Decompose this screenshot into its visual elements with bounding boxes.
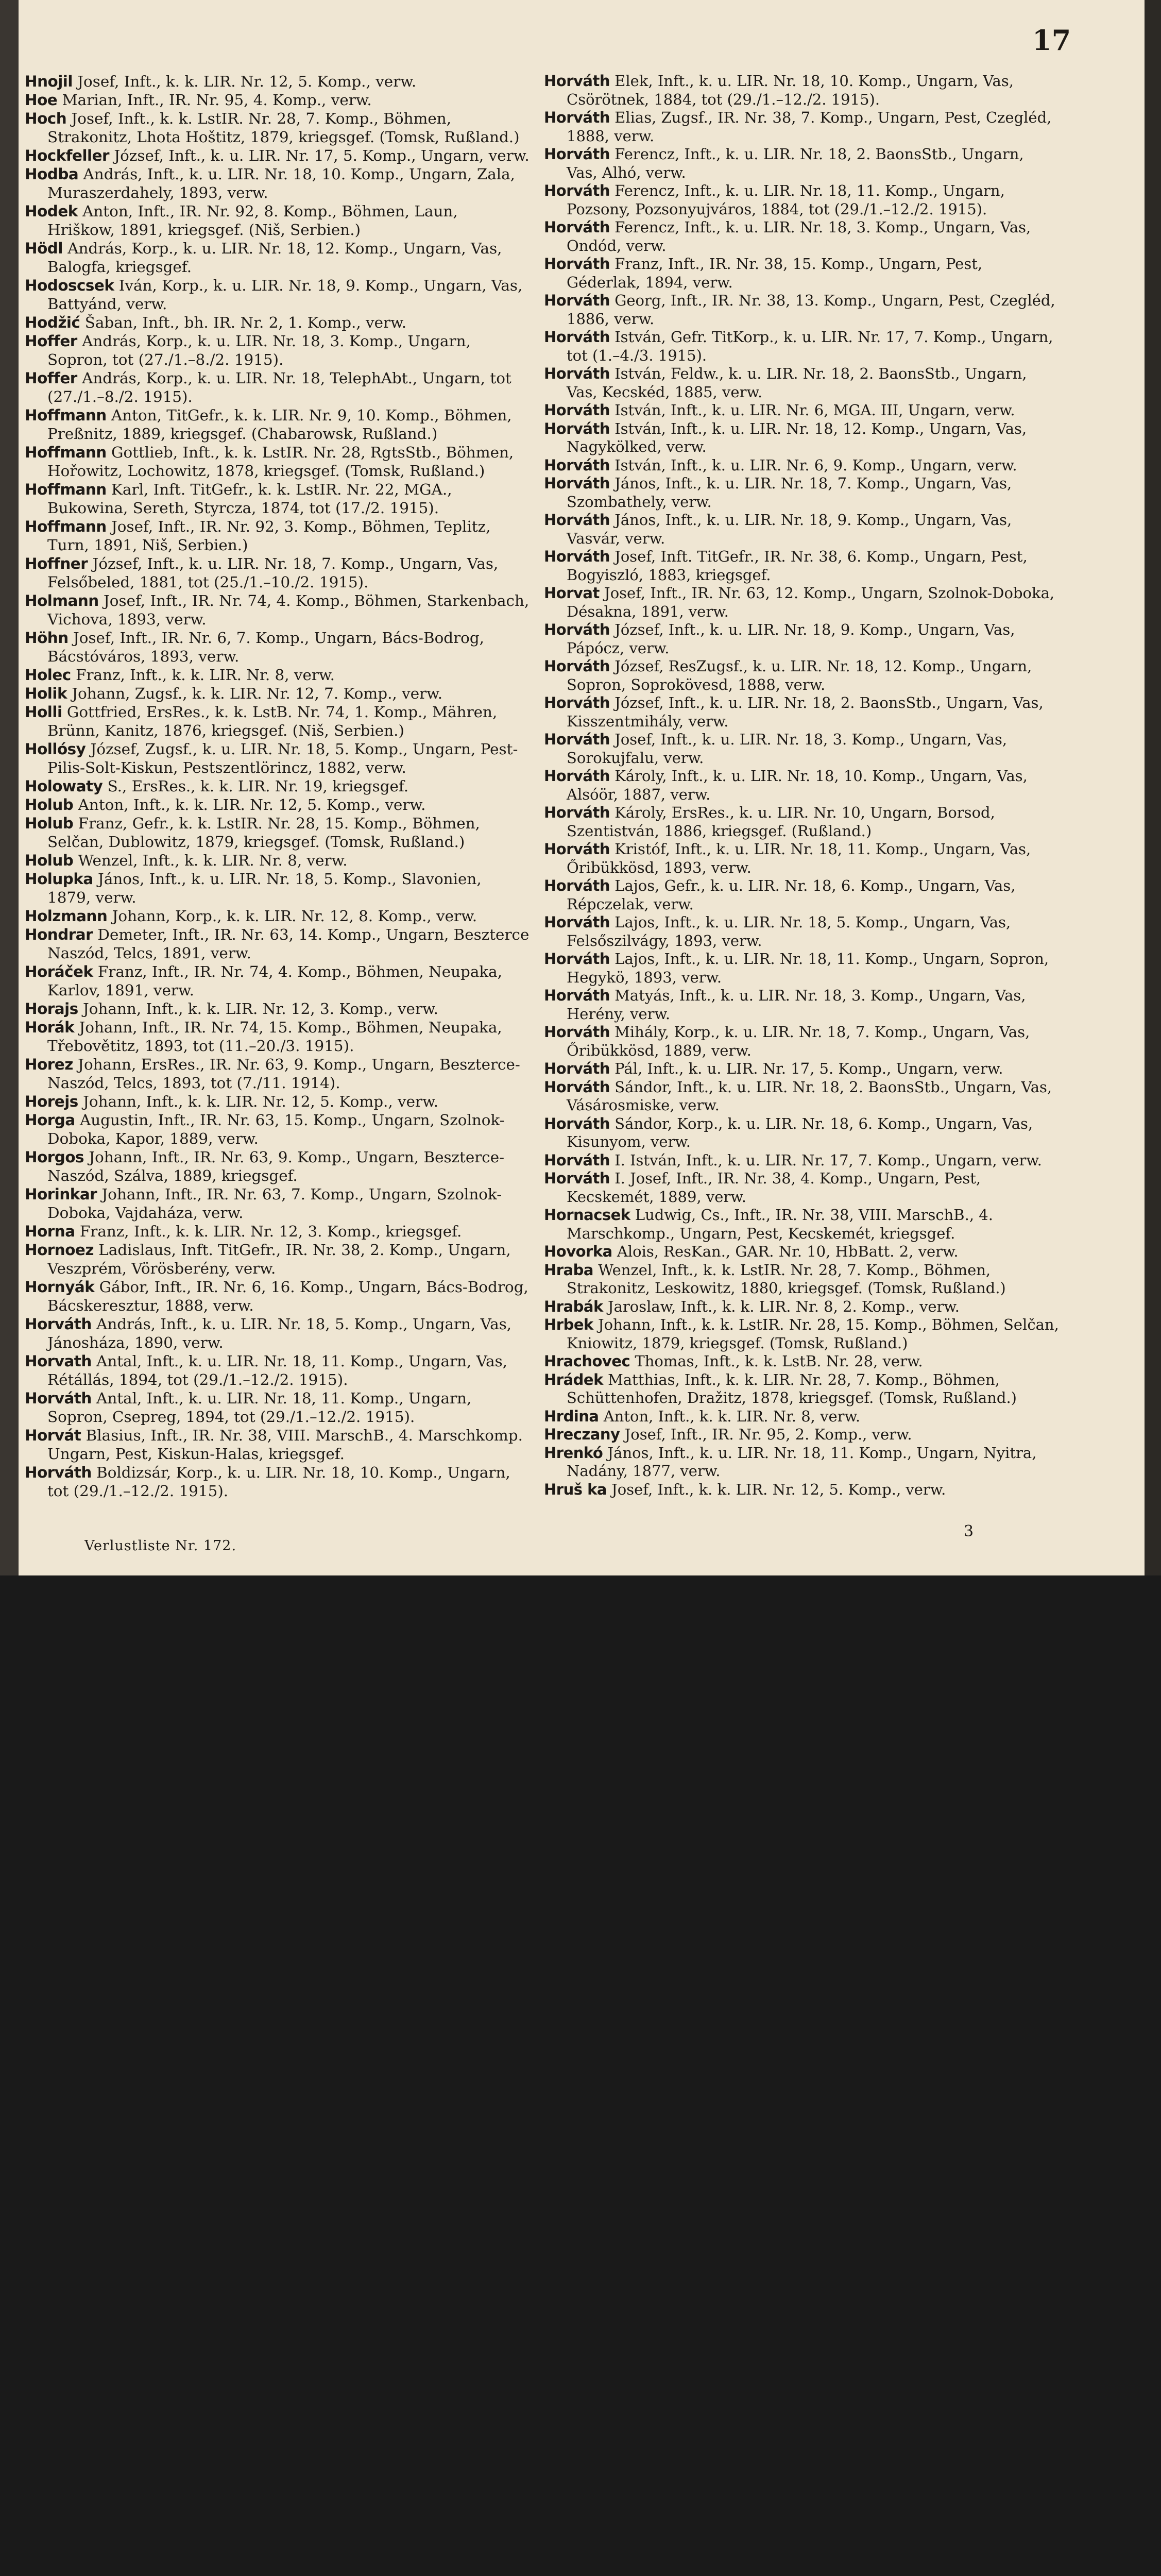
entry-surname: Holupka	[25, 870, 93, 888]
list-entry	[544, 1444, 1059, 1481]
entry-details: András, Inft., k. u. LIR. Nr. 18, 10. Komp., Ungarn, Zala, Muraszerdahely, 1893, verw.	[47, 165, 516, 201]
list-entry	[544, 511, 1059, 548]
entry-details: Anton, Inft., IR. Nr. 92, 8. Komp., Böhmen, Laun, Hriškow, 1891, kriegsgef. (Niš, Serbien.)	[47, 202, 458, 239]
list-entry	[25, 91, 530, 109]
entry-surname: Horváth	[544, 145, 610, 163]
list-entry	[544, 1060, 1059, 1078]
list-entry	[544, 1261, 1059, 1298]
list-entry	[544, 1408, 1059, 1426]
entry-details: Elek, Inft., k. u. LIR. Nr. 18, 10. Komp., Ungarn, Vas, Csörötnek, 1884, tot (29./1.–12./2. 1915).	[567, 72, 1014, 108]
entry-details: Johann, ErsRes., IR. Nr. 63, 9. Komp., Ungarn, Beszterce-Naszód, Telcs, 1893, tot (7./11. 1914).	[47, 1056, 520, 1092]
list-entry	[544, 548, 1059, 584]
list-entry	[544, 182, 1059, 218]
entry-details: István, Inft., k. u. LIR. Nr. 6, 9. Komp., Ungarn, verw.	[609, 456, 1017, 474]
entry-details: Lajos, Inft., k. u. LIR. Nr. 18, 5. Komp., Ungarn, Vas, Felsőszilvágy, 1893, verw.	[567, 913, 1011, 950]
entry-details: Johann, Inft., k. k. LIR. Nr. 12, 5. Komp., verw.	[78, 1093, 439, 1110]
list-entry	[544, 1316, 1059, 1352]
list-entry	[25, 629, 530, 666]
sheet-mark: 3	[964, 1522, 974, 1540]
entry-details: Augustin, Inft., IR. Nr. 63, 15. Komp., Ungarn, Szolnok-Doboka, Kapor, 1889, verw.	[47, 1111, 505, 1147]
list-entry	[25, 1352, 530, 1389]
list-entry	[544, 420, 1059, 456]
list-entry	[25, 777, 530, 795]
entry-details: Matyás, Inft., k. u. LIR. Nr. 18, 3. Komp., Ungarn, Vas, Herény, verw.	[567, 987, 1026, 1023]
list-entry	[544, 584, 1059, 621]
list-entry	[544, 767, 1059, 804]
entry-surname: Horváth	[544, 1170, 610, 1187]
entry-surname: Horváth	[25, 1464, 92, 1481]
list-entry	[25, 406, 530, 443]
entry-details: Karl, Inft. TitGefr., k. k. LstIR. Nr. 22, MGA., Bukowina, Sereth, Styrcza, 1874, tot (17./2. 1915).	[47, 481, 452, 517]
entry-details: Antal, Inft., k. u. LIR. Nr. 18, 11. Komp., Ungarn, Vas, Rétállás, 1894, tot (29./1.–12./2. 1915).	[47, 1352, 508, 1388]
list-entry	[544, 292, 1059, 328]
list-entry	[544, 365, 1059, 401]
entry-surname: Horváth	[544, 1114, 610, 1132]
entry-surname: Horváth	[544, 621, 610, 638]
list-entry	[25, 703, 530, 740]
list-entry	[25, 1018, 530, 1055]
list-entry	[25, 1426, 530, 1463]
list-entry	[544, 1371, 1059, 1408]
list-entry	[544, 474, 1059, 511]
list-entry	[25, 1092, 530, 1111]
entry-surname: Hrdina	[544, 1407, 599, 1425]
entry-details: Johann, Inft., IR. Nr. 63, 7. Komp., Ungarn, Szolnok-Doboka, Vajdaháza, verw.	[47, 1185, 502, 1222]
list-entry	[544, 72, 1059, 109]
entry-surname: Horvát	[25, 1427, 81, 1444]
entry-details: Anton, TitGefr., k. k. LIR. Nr. 9, 10. Komp., Böhmen, Preßnitz, 1889, kriegsgef. (Chabarowsk, Rußland.)	[47, 406, 512, 443]
list-entry	[544, 840, 1059, 877]
list-entry	[544, 913, 1059, 950]
entry-details: Ferencz, Inft., k. u. LIR. Nr. 18, 3. Komp., Ungarn, Vas, Ondód, verw.	[567, 218, 1031, 255]
list-entry	[544, 218, 1059, 255]
entry-details: Thomas, Inft., k. k. LstB. Nr. 28, verw.	[630, 1352, 923, 1370]
entry-surname: Hoffmann	[25, 406, 107, 424]
entry-details: Lajos, Gefr., k. u. LIR. Nr. 18, 6. Komp., Ungarn, Vas, Répczelak, verw.	[567, 877, 1016, 913]
entry-details: Franz, Gefr., k. k. LstIR. Nr. 28, 15. Komp., Böhmen, Selčan, Dublowitz, 1879, kriegsgef. (Tomsk, Rußland.)	[47, 815, 480, 851]
entry-surname: Holik	[25, 685, 67, 702]
entry-surname: Horváth	[544, 694, 610, 711]
list-entry	[544, 1151, 1059, 1170]
entry-surname: Hrabák	[544, 1297, 603, 1315]
entry-details: Josef, Inft., IR. Nr. 63, 12. Komp., Ungarn, Szolnok-Doboka, Désakna, 1891, verw.	[567, 584, 1055, 620]
entry-surname: Höhn	[25, 629, 69, 647]
list-entry	[544, 731, 1059, 767]
entry-surname: Hoe	[25, 91, 58, 109]
entry-surname: Horváth	[544, 456, 610, 474]
entry-surname: Holub	[25, 852, 74, 869]
entry-surname: Horváth	[544, 218, 610, 236]
entry-surname: Hondrar	[25, 926, 93, 943]
entry-surname: Hornoez	[25, 1241, 94, 1259]
left-column	[25, 72, 530, 1500]
list-entry	[544, 1298, 1059, 1316]
list-entry	[544, 328, 1059, 365]
entry-details: András, Inft., k. u. LIR. Nr. 18, 5. Komp., Ungarn, Vas, Jánosháza, 1890, verw.	[47, 1315, 512, 1351]
entry-details: Johann, Zugsf., k. k. LIR. Nr. 12, 7. Komp., verw.	[66, 685, 443, 702]
entry-details: Josef, Inft., k. u. LIR. Nr. 18, 3. Komp., Ungarn, Vas, Sorokujfalu, verw.	[567, 731, 1008, 767]
entry-surname: Hodek	[25, 202, 78, 220]
entry-details: József, ResZugsf., k. u. LIR. Nr. 18, 12. Komp., Ungarn, Sopron, Soprokövesd, 1888, verw.	[567, 657, 1032, 693]
list-entry	[25, 1315, 530, 1352]
list-entry	[25, 795, 530, 814]
list-entry	[25, 1185, 530, 1222]
entry-surname: Horváth	[544, 255, 610, 273]
entry-details: Ferencz, Inft., k. u. LIR. Nr. 18, 11. Komp., Ungarn, Pozsony, Pozsonyujváros, 1884, tot (29./1.–12./2. 1915).	[567, 182, 1005, 218]
entry-details: Marian, Inft., IR. Nr. 95, 4. Komp., verw.	[57, 91, 372, 109]
entry-details: István, Gefr. TitKorp., k. u. LIR. Nr. 17, 7. Komp., Ungarn, tot (1.–4./3. 1915).	[567, 328, 1053, 364]
entry-details: S., ErsRes., k. k. LIR. Nr. 19, kriegsgef.	[103, 777, 409, 795]
page-spine-shadow	[0, 0, 19, 1575]
entry-surname: Hraba	[544, 1261, 593, 1279]
entry-surname: Horváth	[544, 109, 610, 126]
entry-surname: Hodoscsek	[25, 277, 114, 294]
entry-details: Josef, Inft., IR. Nr. 6, 7. Komp., Ungarn, Bács-Bodrog, Bácstóváros, 1893, verw.	[47, 629, 484, 665]
entry-surname: Horváth	[544, 401, 610, 419]
entry-surname: Horváth	[544, 419, 610, 437]
list-entry	[25, 369, 530, 406]
list-entry	[25, 72, 530, 91]
list-entry	[544, 255, 1059, 292]
list-entry	[544, 1426, 1059, 1444]
entry-surname: Hnojil	[25, 73, 73, 90]
entry-surname: Horgos	[25, 1148, 84, 1166]
entry-details: József, Zugsf., k. u. LIR. Nr. 18, 5. Komp., Ungarn, Pest-Pilis-Solt-Kiskun, Pestszentlörincz, 1882, verw.	[47, 740, 518, 776]
list-entry	[25, 276, 530, 313]
entry-surname: Holec	[25, 666, 71, 684]
list-entry	[25, 1463, 530, 1500]
list-entry	[25, 313, 530, 332]
entry-surname: Hrbek	[544, 1316, 593, 1333]
entry-surname: Hodba	[25, 165, 79, 183]
list-entry	[544, 145, 1059, 182]
entry-surname: Hrachovec	[544, 1352, 630, 1370]
list-entry	[544, 1481, 1059, 1499]
list-entry	[544, 1115, 1059, 1151]
entry-surname: Horvat	[544, 584, 600, 602]
entry-details: Johann, Inft., k. k. LIR. Nr. 12, 3. Komp., verw.	[78, 1000, 439, 1018]
entry-surname: Hodžić	[25, 314, 80, 331]
entry-surname: Horváth	[25, 1389, 92, 1407]
entry-surname: Horváth	[544, 511, 610, 529]
right-column	[544, 72, 1059, 1499]
entry-details: János, Inft., k. u. LIR. Nr. 18, 7. Komp., Ungarn, Vas, Szombathely, verw.	[567, 474, 1012, 511]
list-entry	[544, 621, 1059, 657]
entry-details: Antal, Inft., k. u. LIR. Nr. 18, 11. Komp., Ungarn, Sopron, Csepreg, 1894, tot (29./1.–12./2. 1915).	[47, 1389, 472, 1426]
list-entry	[25, 962, 530, 999]
entry-surname: Horák	[25, 1019, 75, 1036]
entry-surname: Hollósy	[25, 740, 86, 758]
entry-details: István, Inft., k. u. LIR. Nr. 6, MGA. III, Ungarn, verw.	[609, 401, 1015, 419]
entry-details: Gottfried, ErsRes., k. k. LstB. Nr. 74, 1. Komp., Mähren, Brünn, Kanitz, 1876, kriegsgef. (Niš, Serbien.)	[47, 703, 498, 739]
entry-details: I. István, Inft., k. u. LIR. Nr. 17, 7. Komp., Ungarn, verw.	[609, 1151, 1042, 1169]
list-entry	[25, 870, 530, 907]
entry-details: Sándor, Inft., k. u. LIR. Nr. 18, 2. BaonsStb., Ungarn, Vas, Vásárosmiske, verw.	[567, 1078, 1052, 1114]
list-entry	[25, 907, 530, 925]
entry-details: Josef, Inft. TitGefr., IR. Nr. 38, 6. Komp., Ungarn, Pest, Bogyiszló, 1883, kriegsgef.	[567, 548, 1028, 584]
list-entry	[25, 554, 530, 591]
entry-surname: Horváth	[544, 840, 610, 858]
list-entry	[544, 1170, 1059, 1206]
entry-surname: Holmann	[25, 592, 99, 609]
entry-surname: Hoffmann	[25, 444, 107, 461]
entry-details: József, Inft., k. u. LIR. Nr. 18, 7. Komp., Ungarn, Vas, Felsőbeled, 1881, tot (25./1.–10./2. 1915).	[47, 555, 499, 591]
list-entry	[544, 804, 1059, 840]
list-entry	[25, 851, 530, 870]
entry-details: Alois, ResKan., GAR. Nr. 10, HbBatt. 2, verw.	[612, 1243, 959, 1260]
list-entry	[544, 401, 1059, 420]
list-entry	[25, 202, 530, 239]
entry-surname: Horváth	[544, 731, 610, 748]
list-entry	[25, 591, 530, 629]
entry-details: Boldizsár, Korp., k. u. LIR. Nr. 18, 10. Komp., Ungarn, tot (29./1.–12./2. 1915).	[47, 1464, 510, 1500]
list-entry	[544, 657, 1059, 694]
viewer-footer	[0, 1575, 1161, 1701]
list-entry	[544, 1078, 1059, 1115]
entry-details: Josef, Inft., IR. Nr. 92, 3. Komp., Böhmen, Teplitz, Turn, 1891, Niš, Serbien.)	[47, 518, 491, 554]
entry-surname: Horváth	[544, 913, 610, 931]
entry-details: Josef, Inft., IR. Nr. 74, 4. Komp., Böhmen, Starkenbach, Vichova, 1893, verw.	[47, 592, 530, 628]
entry-surname: Horváth	[544, 1078, 610, 1096]
list-entry	[25, 1111, 530, 1148]
entry-surname: Hockfeller	[25, 147, 110, 164]
list-entry	[544, 1206, 1059, 1243]
entry-details: János, Inft., k. u. LIR. Nr. 18, 11. Komp., Ungarn, Nyitra, Nadány, 1877, verw.	[567, 1444, 1037, 1480]
entry-surname: Horváth	[544, 292, 610, 309]
entry-surname: Holub	[25, 796, 74, 814]
list-entry	[25, 165, 530, 202]
entry-surname: Horváth	[544, 1151, 610, 1169]
list-entry	[544, 987, 1059, 1023]
entry-details: Johann, Inft., IR. Nr. 74, 15. Komp., Böhmen, Neupaka, Třebovětitz, 1893, tot (11.–20./3. 1915).	[47, 1019, 502, 1055]
page-edge-shadow	[1145, 0, 1161, 1575]
entry-details: Johann, Korp., k. k. LIR. Nr. 12, 8. Komp., verw.	[107, 907, 477, 925]
list-entry	[25, 332, 530, 369]
entry-surname: Hovorka	[544, 1243, 612, 1260]
entry-details: Mihály, Korp., k. u. LIR. Nr. 18, 7. Komp., Ungarn, Vas, Őribükkösd, 1889, verw.	[567, 1023, 1030, 1059]
entry-surname: Horváth	[544, 877, 610, 894]
entry-details: József, Inft., k. u. LIR. Nr. 17, 5. Komp., Ungarn, verw.	[109, 147, 530, 164]
list-entry	[25, 925, 530, 962]
entry-details: I. Josef, Inft., IR. Nr. 38, 4. Komp., Ungarn, Pest, Kecskemét, 1889, verw.	[567, 1170, 981, 1206]
entry-details: Elias, Zugsf., IR. Nr. 38, 7. Komp., Ungarn, Pest, Czegléd, 1888, verw.	[567, 109, 1052, 145]
entry-surname: Horváth	[544, 767, 610, 785]
entry-details: Ladislaus, Inft. TitGefr., IR. Nr. 38, 2. Komp., Ungarn, Veszprém, Vörösberény, verw.	[47, 1241, 511, 1277]
entry-surname: Horváth	[544, 987, 610, 1004]
entry-surname: Horvath	[25, 1352, 92, 1370]
entry-details: Franz, Inft., IR. Nr. 74, 4. Komp., Böhmen, Neupaka, Karlov, 1891, verw.	[47, 963, 503, 999]
entry-details: József, Inft., k. u. LIR. Nr. 18, 9. Komp., Ungarn, Vas, Pápócz, verw.	[567, 621, 1015, 657]
entry-surname: Hoffer	[25, 369, 77, 387]
entry-surname: Hornyák	[25, 1278, 95, 1296]
entry-surname: Horváth	[544, 365, 610, 382]
entry-surname: Hoffmann	[25, 518, 107, 535]
entry-details: Franz, Inft., k. k. LIR. Nr. 12, 3. Komp., kriegsgef.	[75, 1223, 462, 1240]
list-number-label: Verlustliste Nr. 172.	[84, 1538, 237, 1554]
entry-surname: Horváth	[544, 182, 610, 199]
list-entry	[25, 1148, 530, 1185]
entry-surname: Hödl	[25, 240, 63, 257]
entry-details: Ludwig, Cs., Inft., IR. Nr. 38, VIII. MarschB., 4. Marschkomp., Ungarn, Pest, Kecskemét, kriegsgef.	[567, 1206, 993, 1242]
entry-surname: Hoch	[25, 110, 67, 127]
list-entry	[544, 877, 1059, 913]
entry-surname: Horváth	[544, 548, 610, 565]
entry-details: András, Korp., k. u. LIR. Nr. 18, TelephAbt., Ungarn, tot (27./1.–8./2. 1915).	[47, 369, 511, 405]
list-entry	[25, 146, 530, 165]
entry-details: István, Feldw., k. u. LIR. Nr. 18, 2. BaonsStb., Ungarn, Vas, Kecskéd, 1885, verw.	[567, 365, 1027, 401]
entry-details: Anton, Inft., k. k. LIR. Nr. 12, 5. Komp., verw.	[73, 796, 426, 814]
entry-details: Demeter, Inft., IR. Nr. 63, 14. Komp., Ungarn, Beszterce Naszód, Telcs, 1891, verw.	[47, 926, 530, 962]
entry-details: Josef, Inft., k. k. LstIR. Nr. 28, 7. Komp., Böhmen, Strakonitz, Lhota Hoštitz, 1879, kriegsgef. (Tomsk, Rußland.)	[47, 110, 520, 146]
list-entry	[25, 1389, 530, 1426]
entry-details: Franz, Inft., IR. Nr. 38, 15. Komp., Ungarn, Pest, Géderlak, 1894, verw.	[567, 255, 983, 291]
entry-details: Lajos, Inft., k. u. LIR. Nr. 18, 11. Komp., Ungarn, Sopron, Hegykö, 1893, verw.	[567, 950, 1049, 986]
list-entry	[544, 456, 1059, 475]
entry-surname: Holub	[25, 815, 74, 832]
entry-details: János, Inft., k. u. LIR. Nr. 18, 5. Komp., Slavonien, 1879, verw.	[47, 870, 482, 906]
entry-details: Johann, Inft., k. k. LstIR. Nr. 28, 15. Komp., Böhmen, Selčan, Kniowitz, 1879, kriegsgef. (Tomsk, Rußland.)	[567, 1316, 1059, 1352]
list-entry	[544, 1243, 1059, 1261]
document-page	[19, 0, 1145, 1575]
list-entry	[25, 740, 530, 777]
entry-details: András, Korp., k. u. LIR. Nr. 18, 12. Komp., Ungarn, Vas, Balogfa, kriegsgef.	[47, 240, 502, 276]
entry-details: Johann, Inft., IR. Nr. 63, 9. Komp., Ungarn, Beszterce-Naszód, Szálva, 1889, kriegsgef.	[47, 1148, 505, 1184]
entry-surname: Horna	[25, 1223, 75, 1240]
entry-details: Josef, Inft., k. k. LIR. Nr. 12, 5. Komp., verw.	[72, 73, 417, 90]
entry-surname: Horez	[25, 1056, 73, 1073]
entry-surname: Hrenkó	[544, 1444, 603, 1462]
list-entry	[544, 1023, 1059, 1060]
entry-details: Matthias, Inft., k. k. LIR. Nr. 28, 7. Komp., Böhmen, Schüttenhofen, Dražitz, 1878, kriegsgef. (Tomsk, Rußland.)	[567, 1370, 1017, 1406]
entry-surname: Horinkar	[25, 1185, 97, 1203]
list-entry	[25, 443, 530, 480]
list-entry	[544, 1352, 1059, 1371]
list-entry	[25, 999, 530, 1018]
entry-details: Jaroslaw, Inft., k. k. LIR. Nr. 8, 2. Komp., verw.	[603, 1297, 960, 1315]
list-entry	[25, 109, 530, 146]
list-entry	[25, 1278, 530, 1315]
entry-details: Gábor, Inft., IR. Nr. 6, 16. Komp., Ungarn, Bács-Bodrog, Bácskeresztur, 1888, verw.	[47, 1278, 528, 1314]
entry-surname: Hoffner	[25, 555, 88, 572]
entry-surname: Hruš ka	[544, 1480, 607, 1498]
entry-surname: Horejs	[25, 1093, 78, 1110]
page-number: 17	[1032, 24, 1071, 57]
entry-surname: Horváth	[544, 1060, 610, 1077]
entry-surname: Hoffmann	[25, 481, 107, 498]
entry-surname: Horajs	[25, 1000, 78, 1018]
entry-details: Josef, Inft., k. k. LIR. Nr. 12, 5. Komp., verw.	[606, 1480, 946, 1498]
entry-details: János, Inft., k. u. LIR. Nr. 18, 9. Komp., Ungarn, Vas, Vasvár, verw.	[567, 511, 1012, 547]
entry-surname: Horváth	[544, 72, 610, 90]
entry-surname: Hreczany	[544, 1426, 620, 1443]
list-entry	[544, 950, 1059, 987]
list-entry	[25, 517, 530, 554]
entry-surname: Hrádek	[544, 1370, 603, 1388]
entry-details: Sándor, Korp., k. u. LIR. Nr. 18, 6. Komp., Ungarn, Vas, Kisunyom, verw.	[567, 1114, 1033, 1150]
entry-details: Anton, Inft., k. k. LIR. Nr. 8, verw.	[599, 1407, 861, 1425]
entry-surname: Horváth	[544, 657, 610, 675]
list-entry	[25, 666, 530, 684]
entry-surname: Horváth	[544, 950, 610, 968]
entry-details: Károly, Inft., k. u. LIR. Nr. 18, 10. Komp., Ungarn, Vas, Alsóör, 1887, verw.	[567, 767, 1028, 803]
list-entry	[25, 1222, 530, 1241]
entry-details: István, Inft., k. u. LIR. Nr. 18, 12. Komp., Ungarn, Vas, Nagykölked, verw.	[567, 419, 1027, 455]
entry-surname: Holli	[25, 703, 62, 721]
entry-details: Šaban, Inft., bh. IR. Nr. 2, 1. Komp., verw.	[80, 314, 407, 331]
entry-details: Pál, Inft., k. u. LIR. Nr. 17, 5. Komp., Ungarn, verw.	[609, 1060, 1003, 1077]
list-entry	[25, 814, 530, 851]
entry-details: Franz, Inft., k. k. LIR. Nr. 8, verw.	[71, 666, 335, 684]
list-entry	[25, 480, 530, 517]
entry-details: András, Korp., k. u. LIR. Nr. 18, 3. Komp., Ungarn, Sopron, tot (27./1.–8./2. 1915).	[47, 332, 471, 368]
entry-surname: Horváth	[544, 474, 610, 492]
list-entry	[25, 239, 530, 276]
entry-surname: Horváth	[544, 1023, 610, 1041]
entry-details: Ferencz, Inft., k. u. LIR. Nr. 18, 2. BaonsStb., Ungarn, Vas, Alhó, verw.	[567, 145, 1024, 181]
entry-surname: Horáček	[25, 963, 93, 980]
entry-surname: Holzmann	[25, 907, 108, 925]
entry-details: Kristóf, Inft., k. u. LIR. Nr. 18, 11. Komp., Ungarn, Vas, Őribükkösd, 1893, verw.	[567, 840, 1031, 876]
entry-details: Károly, ErsRes., k. u. LIR. Nr. 10, Ungarn, Borsod, Szentistván, 1886, kriegsgef. (Rußland.)	[567, 804, 995, 840]
list-entry	[544, 694, 1059, 731]
entry-details: Josef, Inft., IR. Nr. 95, 2. Komp., verw.	[620, 1426, 912, 1443]
entry-details: Georg, Inft., IR. Nr. 38, 13. Komp., Ungarn, Pest, Czegléd, 1886, verw.	[567, 292, 1055, 328]
list-entry	[544, 109, 1059, 145]
list-entry	[25, 1055, 530, 1092]
list-entry	[25, 1241, 530, 1278]
entry-surname: Horga	[25, 1111, 75, 1129]
entry-details: Iván, Korp., k. u. LIR. Nr. 18, 9. Komp., Ungarn, Vas, Battyánd, verw.	[47, 277, 523, 313]
entry-details: Gottlieb, Inft., k. k. LstIR. Nr. 28, RgtsStb., Böhmen, Hořowitz, Lochowitz, 1878, kriegsgef. (Tomsk, Rußland.)	[47, 444, 514, 480]
entry-surname: Hoffer	[25, 332, 77, 350]
entry-surname: Horváth	[544, 328, 610, 346]
entry-surname: Horváth	[544, 804, 610, 821]
entry-details: Wenzel, Inft., k. k. LIR. Nr. 8, verw.	[73, 852, 348, 869]
entry-details: József, Inft., k. u. LIR. Nr. 18, 2. BaonsStb., Ungarn, Vas, Kisszentmihály, verw.	[567, 694, 1044, 730]
entry-details: Blasius, Inft., IR. Nr. 38, VIII. MarschB., 4. Marschkomp. Ungarn, Pest, Kiskun-Halas, kriegsgef.	[47, 1427, 523, 1463]
entry-surname: Hornacsek	[544, 1206, 630, 1224]
entry-surname: Holowaty	[25, 777, 103, 795]
entry-details: Wenzel, Inft., k. k. LstIR. Nr. 28, 7. Komp., Böhmen, Strakonitz, Leskowitz, 1880, kriegsgef. (Tomsk, Rußland.)	[567, 1261, 1006, 1297]
entry-surname: Horváth	[25, 1315, 92, 1333]
list-entry	[25, 684, 530, 703]
